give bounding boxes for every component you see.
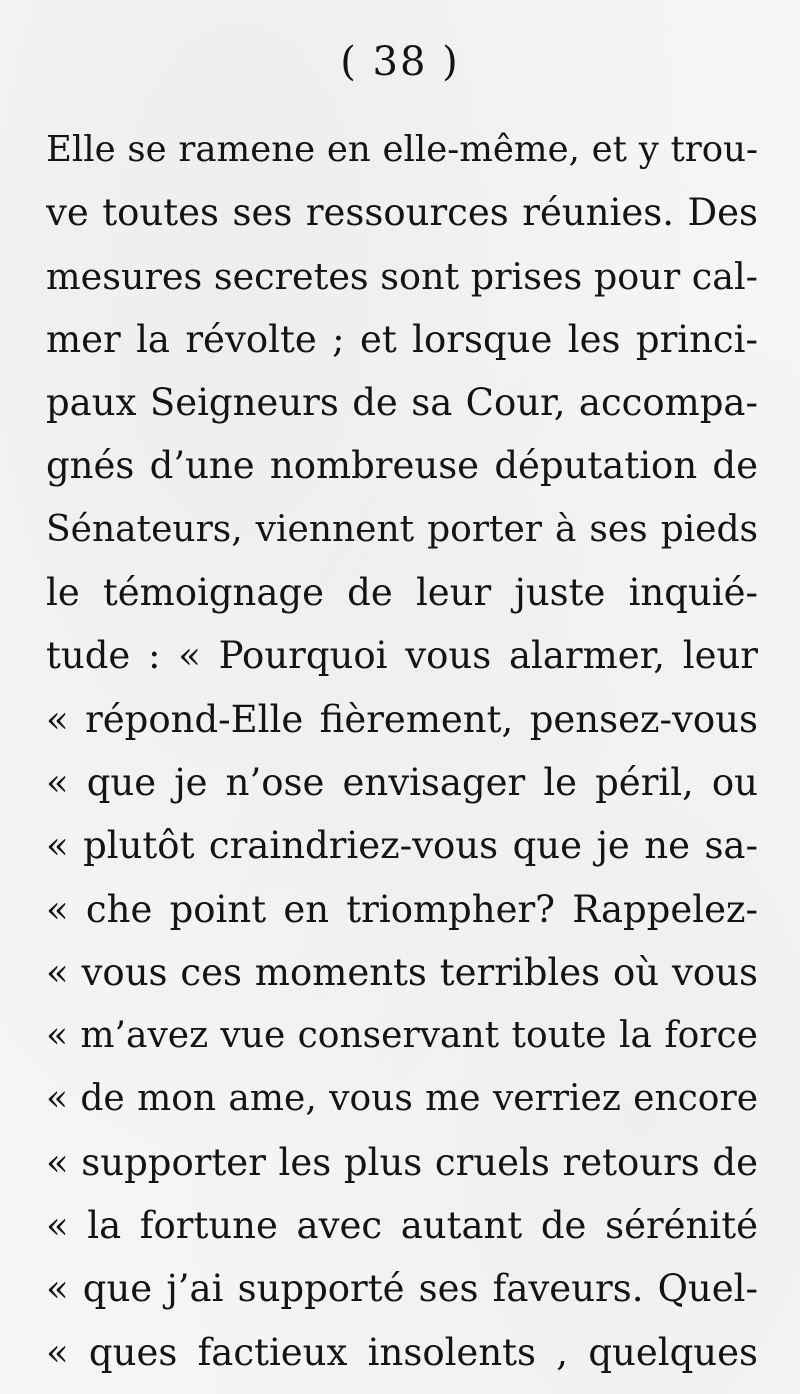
text-line: Sénateurs, viennent porter à ses pieds xyxy=(46,508,758,550)
text-line: « que j’ai supporté ses faveurs. Quel- xyxy=(46,1267,758,1311)
text-line: « répond-Elle fièrement, pensez-vous xyxy=(46,697,758,741)
text-line: le témoignage de leur juste inquié- xyxy=(46,571,758,615)
text-line: « la fortune avec autant de sérénité xyxy=(46,1204,758,1248)
text-line: « m’avez vue conservant toute la force xyxy=(46,1015,758,1057)
text-line: mesures secretes sont prises pour cal- xyxy=(46,254,758,298)
body-text xyxy=(46,118,758,1384)
text-line: « supporter les plus cruels retours de xyxy=(46,1140,758,1184)
page-number: ( 38 ) xyxy=(340,39,460,85)
text-line: « vous ces moments terribles où vous xyxy=(46,950,758,994)
text-line: tude : « Pourquoi vous alarmer, leur xyxy=(46,634,758,678)
text-line: « que je n’ose envisager le péril, ou xyxy=(46,760,758,804)
text-line: « ques factieux insolents , quelques xyxy=(46,1330,758,1374)
text-line: « de mon ame, vous me verriez encore xyxy=(46,1078,758,1120)
text-line: gnés d’une nombreuse députation de xyxy=(46,444,758,488)
text-line: « plutôt craindriez-vous que je ne sa- xyxy=(46,824,758,868)
text-line: mer la révolte ; et lorsque les princi- xyxy=(46,317,758,361)
text-line: Elle se ramene en elle-même, et y trou- xyxy=(46,129,758,170)
text-line: paux Seigneurs de sa Cour, accompa- xyxy=(46,381,758,425)
text-line: ve toutes ses ressources réunies. Des xyxy=(46,191,758,235)
text-line: « che point en triompher? Rappelez- xyxy=(46,887,758,931)
